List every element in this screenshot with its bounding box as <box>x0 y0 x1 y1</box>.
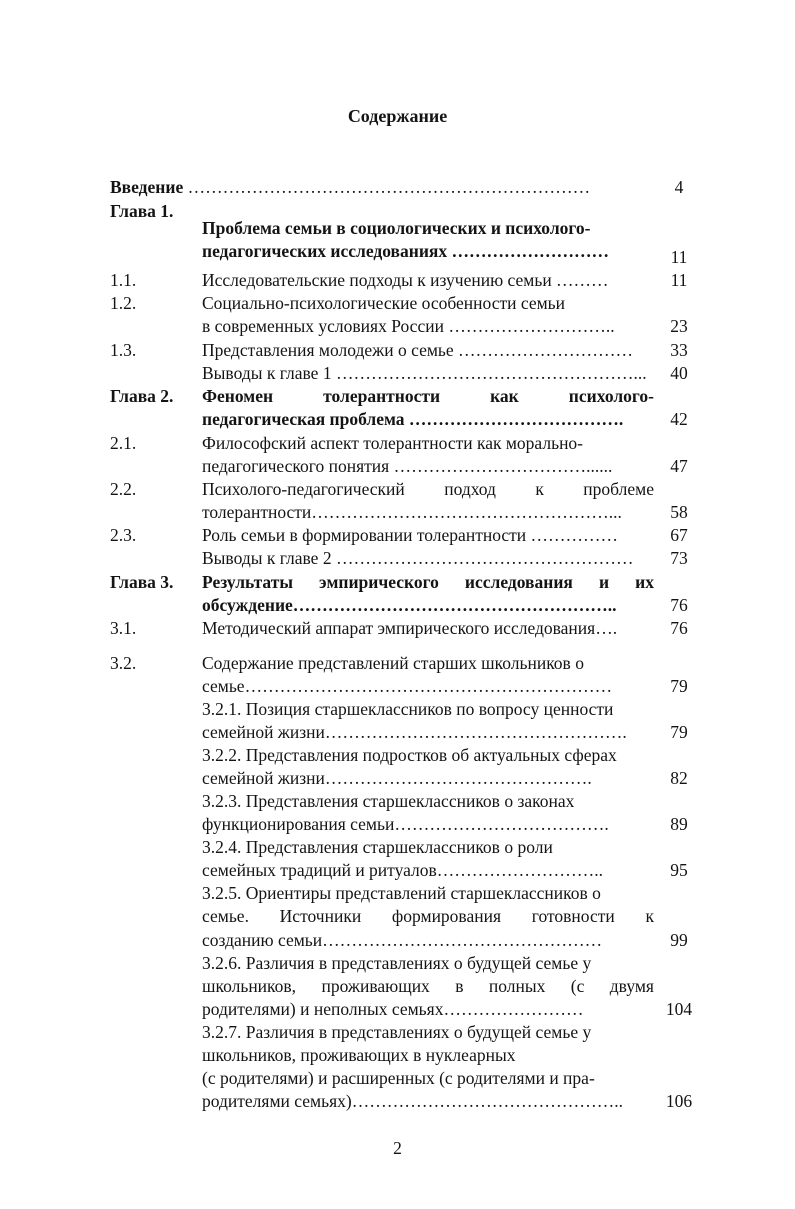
toc-ch1-line2: педагогических исследованиях ……………………… <box>202 241 610 261</box>
toc-3-2-line1: Содержание представлений старших школьников о <box>202 653 584 673</box>
page-title: Содержание <box>347 106 448 126</box>
toc-3-2-5-line2: семье. Источники формирования готовности к <box>202 906 654 926</box>
toc-conclusion-1: Выводы к главе 1 ……………………………………………... <box>202 363 647 383</box>
toc-1-2-line2: в современных условиях России ……………………….. <box>202 316 615 336</box>
toc-2-1-num: 2.1. <box>110 433 137 453</box>
toc-2-2-line2: толерантности……………………………………………... <box>202 502 622 522</box>
toc-2-1-page: 47 <box>670 456 688 476</box>
toc-3-2-page: 79 <box>670 676 688 696</box>
toc-3-2-3-line2: функционирования семьи………………………………. <box>202 814 609 834</box>
toc-ch3-line1: Результаты эмпирического исследования и их <box>202 572 654 592</box>
toc-1-2-line1: Социально-психологические особенности семьи <box>202 293 566 313</box>
toc-ch1-line1: Проблема семьи в социологических и психолого- <box>202 218 591 238</box>
toc-1-3-text: Представления молодежи о семье ………………………… <box>202 340 634 360</box>
toc-2-3-text: Роль семьи в формировании толерантности …………… <box>202 525 619 545</box>
toc-ch3-page: 76 <box>670 595 688 615</box>
toc-ch2-line2: педагогическая проблема ………………………………. <box>202 409 624 429</box>
toc-conclusion-2: Выводы к главе 2 …………………………………………… <box>202 548 634 568</box>
toc-2-1-line2: педагогического понятия ……………………………...... <box>202 456 613 476</box>
toc-3-1-page: 76 <box>670 618 688 638</box>
toc-conclusion-1-page: 40 <box>670 363 688 383</box>
toc-3-2-7-line1: 3.2.7. Различия в представлениях о будущей семье у <box>202 1022 592 1042</box>
toc-2-2-page: 58 <box>670 502 688 522</box>
toc-3-2-1-page: 79 <box>670 722 688 742</box>
toc-1-1-page: 11 <box>670 270 688 290</box>
toc-intro-page: 4 <box>674 177 684 197</box>
toc-2-2-line1: Психолого-педагогический подход к проблеме <box>202 479 654 499</box>
toc-3-2-6-line3: родителями) и неполных семьях…………………… <box>202 999 584 1019</box>
toc-3-2-5-line1: 3.2.5. Ориентиры представлений старшеклассников о <box>202 883 601 903</box>
toc-ch2-line1: Феномен толерантности как психолого- <box>202 386 654 406</box>
toc-3-2-5-page: 99 <box>670 930 688 950</box>
toc-conclusion-2-page: 73 <box>670 548 688 568</box>
toc-ch3-line2: обсуждение……………………………………………….. <box>202 595 617 615</box>
toc-ch2-num: Глава 2. <box>110 386 174 406</box>
toc-ch1-num: Глава 1. <box>110 201 174 221</box>
toc-1-3-num: 1.3. <box>110 340 137 360</box>
toc-3-2-line2: семье……………………………………………………… <box>202 676 613 696</box>
toc-3-2-7-line4: родителями семьях)……………………………………….. <box>202 1091 623 1111</box>
toc-1-3-page: 33 <box>670 340 688 360</box>
toc-2-2-num: 2.2. <box>110 479 137 499</box>
toc-3-2-3-page: 89 <box>670 814 688 834</box>
toc-3-2-6-line1: 3.2.6. Различия в представлениях о будущей семье у <box>202 953 592 973</box>
toc-3-1-text: Методический аппарат эмпирического исследования…. <box>202 618 618 638</box>
toc-3-2-4-page: 95 <box>670 860 688 880</box>
toc-1-1-num: 1.1. <box>110 270 137 290</box>
toc-3-2-4-line2: семейных традиций и ритуалов……………………….. <box>202 860 604 880</box>
toc-3-2-num: 3.2. <box>110 653 137 673</box>
toc-intro-label: Введение <box>110 177 184 197</box>
toc-3-2-1-line2: семейной жизни……………………………………………. <box>202 722 627 742</box>
toc-intro <box>110 176 650 199</box>
toc-2-3-page: 67 <box>670 525 688 545</box>
toc-3-2-7-line3: (с родителями) и расширенных (с родителями и пра- <box>202 1068 595 1088</box>
toc-2-1-line1: Философский аспект толерантности как морально- <box>202 433 584 453</box>
toc-3-2-1-line1: 3.2.1. Позиция старшеклассников по вопросу ценности <box>202 699 614 719</box>
toc-3-2-6-line2: школьников, проживающих в полных (с двумя <box>202 976 654 996</box>
toc-3-2-7-page: 106 <box>665 1091 693 1111</box>
toc-3-2-3-line1: 3.2.3. Представления старшеклассников о законах <box>202 791 575 811</box>
toc-1-1-text: Исследовательские подходы к изучению семьи ……… <box>202 270 609 290</box>
toc-3-2-4-line1: 3.2.4. Представления старшеклассников о роли <box>202 837 553 857</box>
toc-3-2-6-page: 104 <box>665 999 693 1019</box>
toc-1-2-page: 23 <box>670 316 688 336</box>
toc-1-2-num: 1.2. <box>110 293 137 313</box>
toc-3-2-7-line2: школьников, проживающих в нуклеарных <box>202 1045 516 1065</box>
toc-3-2-2-line1: 3.2.2. Представления подростков об актуальных сферах <box>202 745 617 765</box>
toc-ch2-page: 42 <box>670 409 688 429</box>
toc-ch3-num: Глава 3. <box>110 572 174 592</box>
toc-3-2-2-page: 82 <box>670 768 688 788</box>
toc-3-2-2-line2: семейной жизни………………………………………. <box>202 768 592 788</box>
toc-3-1-num: 3.1. <box>110 618 137 638</box>
toc-3-2-5-line3: созданию семьи………………………………………… <box>202 930 603 950</box>
toc-intro-dots: …………………………………………………………… <box>187 177 591 197</box>
toc-ch1-page: 11 <box>670 247 688 267</box>
toc-2-3-num: 2.3. <box>110 525 137 545</box>
page-number: 2 <box>393 1138 402 1158</box>
